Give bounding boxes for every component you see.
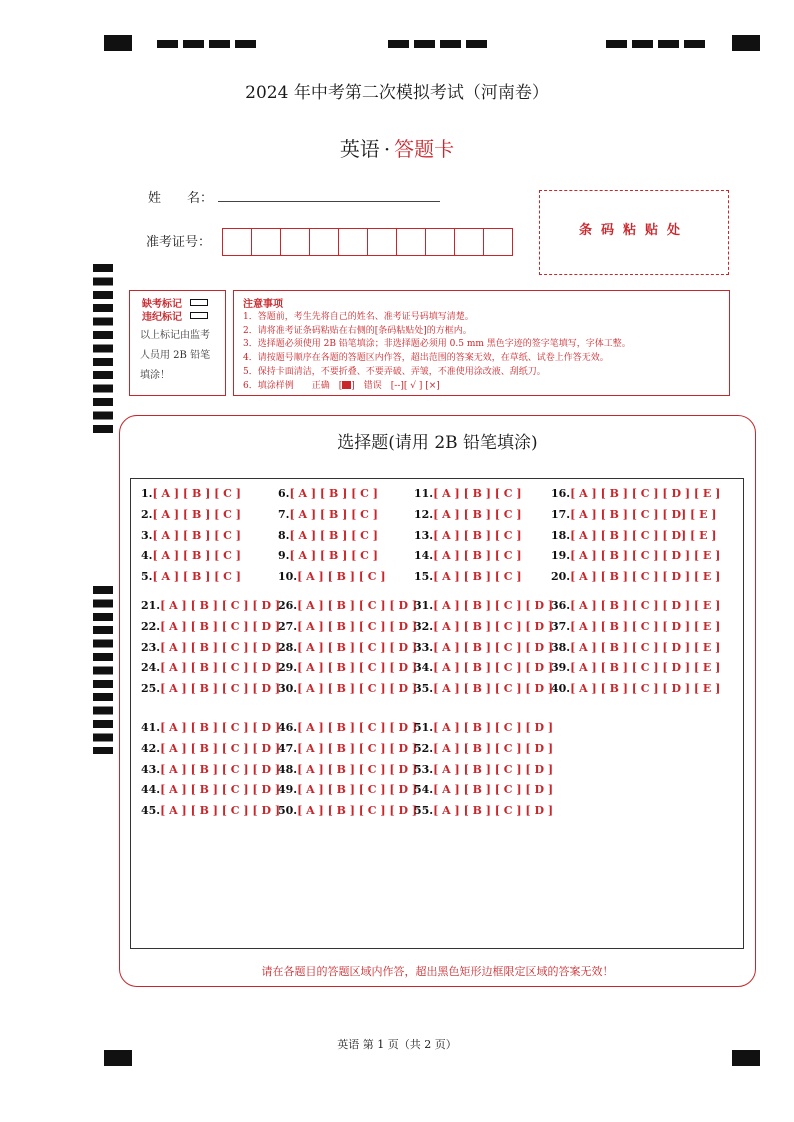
question-number: 30.: [278, 682, 298, 696]
question-item[interactable]: [278, 508, 378, 521]
question-item[interactable]: [414, 620, 553, 633]
exam-id-boxes[interactable]: [222, 228, 512, 256]
question-item[interactable]: [278, 742, 417, 755]
question-item[interactable]: [551, 549, 720, 562]
registration-mark-top-right: [732, 35, 760, 51]
question-item[interactable]: [278, 804, 417, 817]
answer-options[interactable]: [ A ] [ B ] [ C ] [ D ] [ E ]: [570, 599, 721, 612]
answer-options[interactable]: [ A ] [ B ] [ C ] [ D ]: [297, 599, 418, 612]
question-item[interactable]: [141, 620, 280, 633]
notice-item: 5．保持卡面清洁，不要折叠、不要弄破、弄皱，不准使用涂改液、刮纸刀。: [243, 366, 546, 377]
id-digit-box[interactable]: [338, 228, 368, 256]
question-item[interactable]: [141, 804, 280, 817]
question-item[interactable]: [551, 620, 720, 633]
id-digit-box[interactable]: [425, 228, 455, 256]
answer-options[interactable]: [ A ] [ B ] [ C ]: [433, 570, 522, 584]
question-item[interactable]: [414, 682, 553, 695]
question-item[interactable]: [141, 682, 280, 695]
question-item[interactable]: [414, 742, 553, 755]
answer-options[interactable]: [ A ] [ B ] [ C ]: [433, 487, 522, 500]
answer-options[interactable]: [ A ] [ B ] [ C ]: [289, 528, 378, 542]
question-number: 33.: [414, 640, 434, 654]
answer-options[interactable]: [ A ] [ B ] [ C ] [ D ] [ E ]: [570, 640, 721, 654]
answer-options[interactable]: [ A ] [ B ] [ C ] [ D ]: [160, 619, 281, 633]
exam-title: 2024 年中考第二次模拟考试（河南卷）: [245, 83, 549, 103]
answer-options[interactable]: [ A ] [ B ] [ C ] [ D ] [ E ]: [570, 682, 721, 696]
violation-mark-row[interactable]: [142, 309, 225, 322]
answer-options[interactable]: [ A ] [ B ] [ C ] [ D ]: [297, 682, 418, 696]
question-number: 38.: [551, 640, 571, 654]
answer-options[interactable]: [ A ] [ B ] [ C ] [ D ] [ E ]: [570, 619, 721, 633]
barcode-label: 条码粘贴处: [578, 223, 689, 238]
answer-options[interactable]: [ A ] [ B ] [ C ] [ D ]: [160, 599, 281, 612]
question-item[interactable]: [414, 570, 522, 583]
answer-options[interactable]: [ A ] [ B ] [ C ] [ D ]: [297, 741, 418, 755]
answer-options[interactable]: [ A ] [ B ] [ C ] [ D ]: [160, 762, 281, 776]
registration-mark-bottom-left: [104, 1050, 132, 1066]
question-item[interactable]: [141, 742, 280, 755]
answer-options[interactable]: [ A ] [ B ] [ C ] [ D ] [ E ]: [570, 661, 721, 675]
question-item[interactable]: [551, 570, 720, 583]
question-number: 37.: [551, 619, 571, 633]
question-item[interactable]: [141, 721, 280, 734]
question-item[interactable]: [278, 783, 417, 796]
question-number: 32.: [414, 619, 434, 633]
name-label: 姓 名：: [148, 191, 214, 206]
timing-mark-top: [388, 40, 488, 48]
question-number: 7.: [278, 507, 290, 521]
page-footer: 英语 第 1 页（共 2 页）: [337, 1038, 457, 1051]
question-item[interactable]: [141, 599, 280, 612]
question-number: 44.: [141, 783, 161, 797]
question-number: 51.: [414, 721, 434, 734]
question-number: 46.: [278, 721, 298, 734]
id-digit-box[interactable]: [454, 228, 484, 256]
id-digit-box[interactable]: [222, 228, 252, 256]
question-item[interactable]: [551, 487, 720, 500]
question-number: 12.: [414, 507, 434, 521]
sample-suffix: ] 错误 [--][ √ ] [×]: [351, 380, 440, 391]
question-number: 42.: [141, 741, 161, 755]
question-number: 45.: [141, 804, 161, 818]
answer-options[interactable]: [ A ] [ B ] [ C ] [ D ]: [160, 804, 281, 818]
answer-options[interactable]: [ A ] [ B ] [ C ]: [289, 549, 378, 563]
id-digit-box[interactable]: [396, 228, 426, 256]
answer-options[interactable]: [ A ] [ B ] [ C ] [ D ]: [297, 804, 418, 818]
id-digit-box[interactable]: [309, 228, 339, 256]
answer-options[interactable]: [ A ] [ B ] [ C ] [ D ]: [433, 804, 554, 818]
answer-options[interactable]: [ A ] [ B ] [ C ] [ D ]: [297, 619, 418, 633]
question-number: 9.: [278, 549, 290, 563]
answer-options[interactable]: [ A ] [ B ] [ C ]: [152, 487, 241, 500]
question-number: 4.: [141, 549, 153, 563]
question-number: 11.: [414, 487, 434, 500]
registration-mark-top-left: [104, 35, 132, 51]
answer-options[interactable]: [ A ] [ B ] [ C ] [ D ]: [433, 783, 554, 797]
answer-options[interactable]: [ A ] [ B ] [ C ] [ D ] [ E ]: [570, 549, 721, 563]
card-title: [0, 133, 794, 162]
question-number: 19.: [551, 549, 571, 563]
question-item[interactable]: [551, 508, 716, 521]
question-number: 48.: [278, 762, 298, 776]
question-item[interactable]: [278, 570, 386, 583]
question-item[interactable]: [141, 529, 241, 542]
answer-options[interactable]: [ A ] [ B ] [ C ]: [289, 487, 378, 500]
answer-options[interactable]: [ A ] [ B ] [ C ]: [433, 507, 522, 521]
answer-options[interactable]: [ A ] [ B ] [ C ] [ D ]: [297, 661, 418, 675]
notice-item-sample: [243, 380, 720, 394]
id-digit-box[interactable]: [367, 228, 397, 256]
question-number: 55.: [414, 804, 434, 818]
question-item[interactable]: [278, 529, 378, 542]
answer-options[interactable]: [ A ] [ B ] [ C ]: [433, 528, 522, 542]
question-number: 22.: [141, 619, 161, 633]
question-number: 8.: [278, 528, 290, 542]
answer-grid: [130, 478, 744, 949]
answer-options[interactable]: [ A ] [ B ] [ C ] [ D ] [ E ]: [570, 570, 721, 584]
id-digit-box[interactable]: [483, 228, 513, 256]
timing-mark-side-lower: [93, 586, 113, 754]
answer-options[interactable]: [ A ] [ B ] [ C ]: [152, 507, 241, 521]
question-item[interactable]: [551, 661, 720, 674]
subject-label: 英语: [339, 137, 380, 161]
question-item[interactable]: [278, 599, 417, 612]
question-number: 47.: [278, 741, 298, 755]
notice-item: 3．选择题必须使用 2B 铅笔填涂；非选择题必须用 0.5 mm 黑色字迹的签字笔填写，字体工整。: [243, 339, 631, 350]
question-number: 17.: [551, 507, 571, 521]
question-number: 50.: [278, 804, 298, 818]
notice-box: [233, 290, 730, 396]
answer-options[interactable]: [ A ] [ B ] [ C ] [ D ]: [297, 762, 418, 776]
registration-mark-bottom-right: [732, 1050, 760, 1066]
answer-area-warning: 请在各题目的答题区域内作答，超出黑色矩形边框限定区域的答案无效！: [261, 965, 614, 978]
question-number: 28.: [278, 640, 298, 654]
question-number: 25.: [141, 682, 161, 696]
question-number: 34.: [414, 661, 434, 675]
question-number: 52.: [414, 741, 434, 755]
question-item[interactable]: [278, 549, 378, 562]
question-number: 31.: [414, 599, 434, 612]
answer-options[interactable]: [ A ] [ B ] [ C ] [ D ]: [297, 721, 418, 734]
question-item[interactable]: [551, 641, 720, 654]
question-number: 36.: [551, 599, 571, 612]
question-number: 23.: [141, 640, 161, 654]
absence-marks-box: [129, 290, 226, 396]
question-item[interactable]: [278, 641, 417, 654]
question-number: 16.: [551, 487, 571, 500]
question-number: 20.: [551, 570, 571, 584]
answer-section: [119, 415, 756, 987]
question-item[interactable]: [141, 487, 241, 500]
answer-options[interactable]: [ A ] [ B ] [ C ]: [152, 528, 241, 542]
answer-options[interactable]: [ A ] [ B ] [ C ] [ D ]: [160, 682, 281, 696]
question-number: 14.: [414, 549, 434, 563]
answer-options[interactable]: [ A ] [ B ] [ C ]: [152, 570, 241, 584]
absent-mark-box[interactable]: [190, 299, 208, 306]
mark-note: 以上标记由监考人员用 2B 铅笔填涂！: [140, 330, 211, 381]
question-item[interactable]: [414, 804, 553, 817]
answer-options[interactable]: [ A ] [ B ] [ C ] [ D ] [ E ]: [570, 487, 721, 500]
notice-item: 2．请将准考证条码粘贴在右侧的[条码粘贴处]的方框内。: [243, 325, 472, 336]
question-number: 26.: [278, 599, 298, 612]
question-item[interactable]: [414, 721, 553, 734]
answer-options[interactable]: [ A ] [ B ] [ C ] [ D ]: [433, 741, 554, 755]
answer-options[interactable]: [ A ] [ B ] [ C ] [ D ]: [297, 640, 418, 654]
question-item[interactable]: [141, 549, 241, 562]
question-item[interactable]: [141, 763, 280, 776]
violation-mark-label: 违纪标记: [142, 312, 182, 323]
question-number: 24.: [141, 661, 161, 675]
sample-prefix: 6．填涂样例 正确 [: [243, 380, 343, 391]
question-number: 1.: [141, 487, 153, 500]
answer-options[interactable]: [ A ] [ B ] [ C ] [ D ]: [433, 682, 554, 696]
question-item[interactable]: [551, 529, 716, 542]
question-item[interactable]: [278, 763, 417, 776]
question-number: 39.: [551, 661, 571, 675]
timing-mark-side-upper: [93, 264, 113, 434]
answer-options[interactable]: [ A ] [ B ] [ C ] [ D] [ E ]: [570, 507, 717, 521]
question-number: 53.: [414, 762, 434, 776]
question-number: 27.: [278, 619, 298, 633]
answer-options[interactable]: [ A ] [ B ] [ C ]: [433, 549, 522, 563]
question-number: 29.: [278, 661, 298, 675]
answer-options[interactable]: [ A ] [ B ] [ C ] [ D ]: [433, 762, 554, 776]
answer-options[interactable]: [ A ] [ B ] [ C ] [ D] [ E ]: [570, 528, 717, 542]
question-item[interactable]: [141, 661, 280, 674]
barcode-area: [539, 190, 729, 275]
card-type-label: 答题卡: [394, 137, 455, 161]
question-number: 40.: [551, 682, 571, 696]
question-item[interactable]: [278, 682, 417, 695]
question-number: 6.: [278, 487, 290, 500]
question-item[interactable]: [141, 783, 280, 796]
answer-options[interactable]: [ A ] [ B ] [ C ] [ D ]: [433, 721, 554, 734]
question-number: 3.: [141, 528, 153, 542]
answer-options[interactable]: [ A ] [ B ] [ C ]: [152, 549, 241, 563]
question-number: 35.: [414, 682, 434, 696]
answer-section-title: 选择题(请用 2B 铅笔填涂): [337, 433, 538, 453]
question-number: 18.: [551, 528, 571, 542]
notice-item: 1．答题前，考生先将自己的姓名、准考证号码填写清楚。: [243, 312, 474, 322]
question-item[interactable]: [414, 783, 553, 796]
question-item[interactable]: [414, 508, 522, 521]
question-number: 21.: [141, 599, 161, 612]
notice-title: 注意事项: [243, 299, 283, 310]
answer-options[interactable]: [ A ] [ B ] [ C ] [ D ]: [433, 640, 554, 654]
question-item[interactable]: [551, 682, 720, 695]
id-digit-box[interactable]: [280, 228, 310, 256]
violation-mark-box[interactable]: [190, 312, 208, 319]
question-number: 13.: [414, 528, 434, 542]
question-item[interactable]: [414, 661, 553, 674]
answer-options[interactable]: [ A ] [ B ] [ C ] [ D ]: [160, 640, 281, 654]
question-item[interactable]: [278, 487, 378, 500]
question-item[interactable]: [414, 763, 553, 776]
filled-sample-icon: [342, 381, 351, 389]
question-number: 54.: [414, 783, 434, 797]
answer-options[interactable]: [ A ] [ B ] [ C ] [ D ]: [160, 661, 281, 675]
name-field[interactable]: [218, 201, 440, 202]
answer-options[interactable]: [ A ] [ B ] [ C ] [ D ]: [433, 661, 554, 675]
question-item[interactable]: [414, 641, 553, 654]
question-item[interactable]: [278, 620, 417, 633]
question-number: 2.: [141, 507, 153, 521]
answer-options[interactable]: [ A ] [ B ] [ C ] [ D ]: [433, 619, 554, 633]
question-item[interactable]: [551, 599, 720, 612]
question-number: 5.: [141, 570, 153, 584]
question-item[interactable]: [414, 487, 522, 500]
question-item[interactable]: [278, 661, 417, 674]
question-item[interactable]: [414, 599, 553, 612]
timing-mark-top: [157, 40, 257, 48]
question-item[interactable]: [414, 549, 522, 562]
answer-options[interactable]: [ A ] [ B ] [ C ] [ D ]: [433, 599, 554, 612]
question-number: 49.: [278, 783, 298, 797]
absent-mark-label: 缺考标记: [142, 299, 182, 310]
notice-item: 4．请按题号顺序在各题的答题区内作答，超出范围的答案无效，在草纸、试卷上作答无效。: [243, 353, 609, 364]
answer-options[interactable]: [ A ] [ B ] [ C ] [ D ]: [297, 783, 418, 797]
exam-id-label: 准考证号：: [146, 235, 212, 250]
question-item[interactable]: [141, 641, 280, 654]
answer-options[interactable]: [ A ] [ B ] [ C ] [ D ]: [160, 783, 281, 797]
question-number: 15.: [414, 570, 434, 584]
title-separator: ·: [383, 137, 391, 161]
id-digit-box[interactable]: [251, 228, 281, 256]
answer-options[interactable]: [ A ] [ B ] [ C ] [ D ]: [160, 741, 281, 755]
question-item[interactable]: [278, 721, 417, 734]
question-item[interactable]: [141, 570, 241, 583]
timing-mark-top: [606, 40, 706, 48]
answer-options[interactable]: [ A ] [ B ] [ C ] [ D ]: [160, 721, 281, 734]
question-number: 43.: [141, 762, 161, 776]
question-item[interactable]: [141, 508, 241, 521]
question-number: 41.: [141, 721, 161, 734]
question-item[interactable]: [414, 529, 522, 542]
answer-options[interactable]: [ A ] [ B ] [ C ]: [297, 570, 386, 584]
answer-options[interactable]: [ A ] [ B ] [ C ]: [289, 507, 378, 521]
question-number: 10.: [278, 570, 298, 584]
